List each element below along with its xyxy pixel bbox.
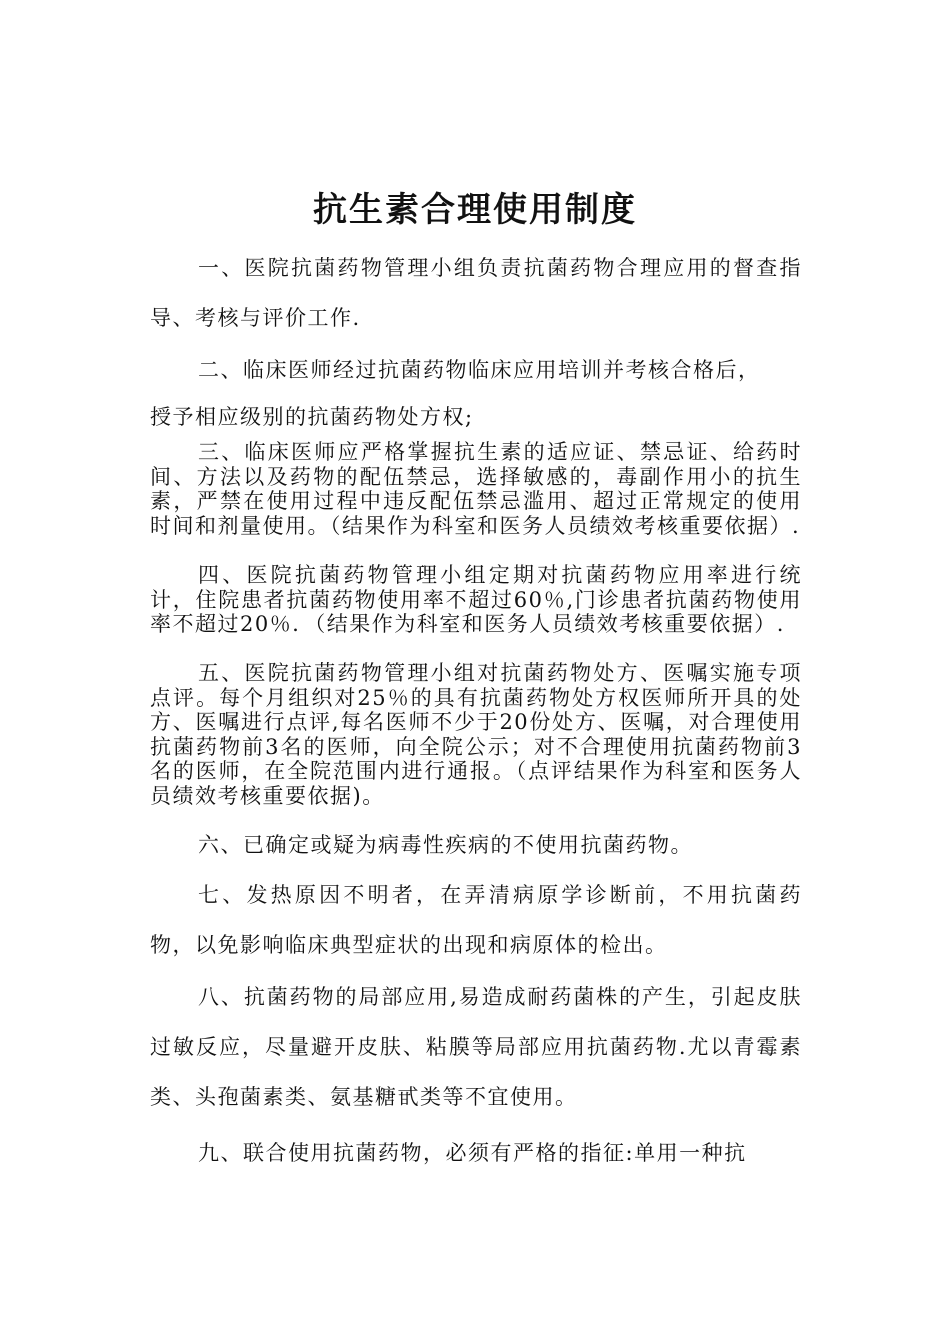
paragraph-8: 八、抗菌药物的局部应用,易造成耐药菌株的产生，引起皮肤过敏反应，尽量避开皮肤、粘膜等局部应用抗菌药物.尤以青霉素类、头孢菌素类、氨基糖甙类等不宜使用。: [150, 985, 802, 1109]
paragraph-6: 六、已确定或疑为病毒性疾病的不使用抗菌药物。: [198, 833, 693, 857]
paragraph-2: 二、临床医师经过抗菌药物临床应用培训并考核合格后，: [198, 358, 761, 382]
paragraph-1: 一、医院抗菌药物管理小组负责抗菌药物合理应用的督查指导、考核与评价工作.: [150, 256, 802, 330]
paragraph-7: 七、发热原因不明者，在弄清病原学诊断前，不用抗菌药物，以免影响临床典型症状的出现和病原体的检出。: [150, 883, 802, 957]
paragraph-2-continued: 授予相应级别的抗菌药物处方权;: [150, 405, 474, 429]
document-title: 抗生素合理使用制度: [313, 190, 637, 230]
paragraph-5: 五、医院抗菌药物管理小组对抗菌药物处方、医嘱实施专项点评。每个月组织对25％的具有抗菌药物处方权医师所开具的处方、医嘱进行点评,每名医师不少于20份处方、医嘱，对合理使用抗菌药物前3名的医师，向全院公示；对不合理使用抗菌药物前3名的医师，在全院范围内进行通报。（点评结果作为科室和医务人员绩效考核重要依据)。: [150, 661, 802, 808]
paragraph-4: 四、医院抗菌药物管理小组定期对抗菌药物应用率进行统计，住院患者抗菌药物使用率不超过60％,门诊患者抗菌药物使用率不超过20％．（结果作为科室和医务人员绩效考核重要依据）.: [150, 563, 802, 637]
paragraph-9: 九、联合使用抗菌药物，必须有严格的指征:单用一种抗: [198, 1141, 747, 1165]
paragraph-3: 三、临床医师应严格掌握抗生素的适应证、禁忌证、给药时间、方法以及药物的配伍禁忌，选择敏感的，毒副作用小的抗生素，严禁在使用过程中违反配伍禁忌滥用、超过正常规定的使用时间和剂量使用。（结果作为科室和医务人员绩效考核重要依据）.: [150, 440, 802, 538]
